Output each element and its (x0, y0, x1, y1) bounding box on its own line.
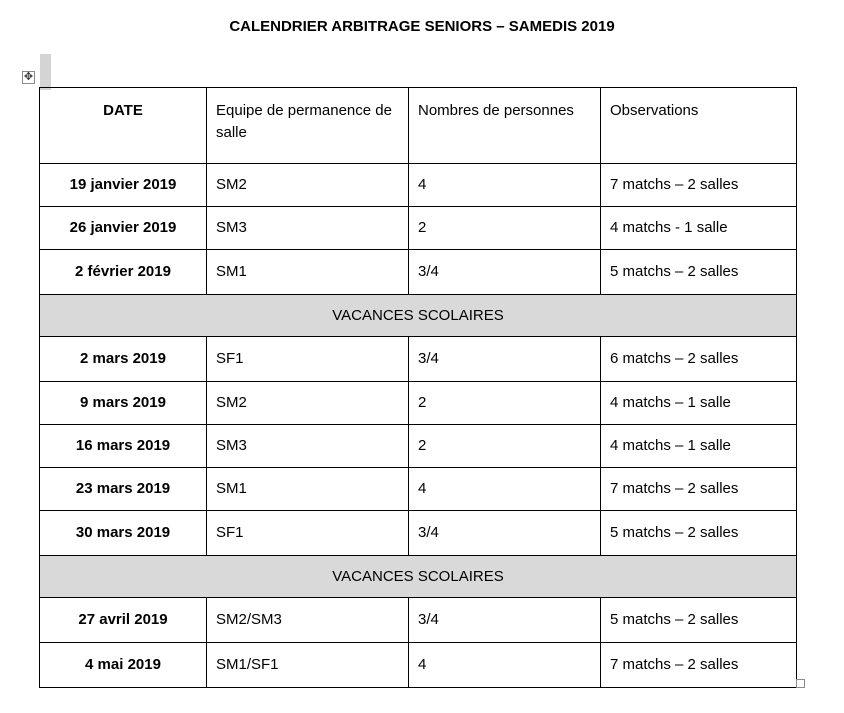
cell-date: 26 janvier 2019 (40, 207, 207, 250)
table-header-row (40, 88, 797, 164)
cell-date: 23 mars 2019 (40, 468, 207, 511)
cell-date: 4 mai 2019 (40, 643, 207, 688)
cell-observations: 4 matchs – 1 salle (601, 425, 797, 468)
cell-date: 30 mars 2019 (40, 511, 207, 556)
cell-nombre: 2 (409, 425, 601, 468)
cell-nombre: 3/4 (409, 598, 601, 643)
schedule-table (39, 87, 797, 688)
table-resize-handle-icon[interactable] (796, 679, 805, 688)
table-row (40, 207, 797, 250)
cell-date: 2 février 2019 (40, 250, 207, 295)
cell-observations: 5 matchs – 2 salles (601, 511, 797, 556)
cell-equipe: SM2/SM3 (207, 598, 409, 643)
header-observations: Observations (601, 88, 797, 164)
table-row (40, 425, 797, 468)
cell-equipe: SM1/SF1 (207, 643, 409, 688)
vacances-label: VACANCES SCOLAIRES (40, 295, 797, 337)
vacances-label: VACANCES SCOLAIRES (40, 556, 797, 598)
cell-observations: 5 matchs – 2 salles (601, 250, 797, 295)
cell-equipe: SM2 (207, 164, 409, 207)
document-title: CALENDRIER ARBITRAGE SENIORS – SAMEDIS 2019 (229, 18, 615, 35)
cell-nombre: 4 (409, 164, 601, 207)
cell-nombre: 2 (409, 382, 601, 425)
table-move-handle-icon[interactable]: ✥ (23, 71, 34, 83)
margin-marker (40, 54, 51, 90)
cell-nombre: 4 (409, 643, 601, 688)
cell-observations: 7 matchs – 2 salles (601, 164, 797, 207)
cell-observations: 6 matchs – 2 salles (601, 337, 797, 382)
table-row (40, 511, 797, 556)
table-row (40, 468, 797, 511)
cell-equipe: SM3 (207, 207, 409, 250)
table-row (40, 598, 797, 643)
table-row (40, 643, 797, 688)
cell-equipe: SM1 (207, 468, 409, 511)
cell-nombre: 3/4 (409, 511, 601, 556)
header-nombres: Nombres de personnes (409, 88, 601, 164)
cell-observations: 7 matchs – 2 salles (601, 468, 797, 511)
cell-date: 2 mars 2019 (40, 337, 207, 382)
cell-equipe: SM3 (207, 425, 409, 468)
header-date: DATE (40, 88, 207, 164)
cell-equipe: SM2 (207, 382, 409, 425)
table-row (40, 382, 797, 425)
table-row (40, 164, 797, 207)
table-row (40, 337, 797, 382)
cell-equipe: SF1 (207, 511, 409, 556)
cell-observations: 4 matchs – 1 salle (601, 382, 797, 425)
cell-nombre: 3/4 (409, 337, 601, 382)
cell-nombre: 3/4 (409, 250, 601, 295)
table-row (40, 250, 797, 295)
cell-observations: 4 matchs - 1 salle (601, 207, 797, 250)
cell-equipe: SM1 (207, 250, 409, 295)
vacances-row (40, 295, 797, 337)
cell-date: 16 mars 2019 (40, 425, 207, 468)
vacances-row (40, 556, 797, 598)
cell-date: 19 janvier 2019 (40, 164, 207, 207)
cell-observations: 7 matchs – 2 salles (601, 643, 797, 688)
cell-date: 27 avril 2019 (40, 598, 207, 643)
cell-observations: 5 matchs – 2 salles (601, 598, 797, 643)
header-equipe: Equipe de permanence de salle (207, 88, 409, 164)
cell-date: 9 mars 2019 (40, 382, 207, 425)
cell-equipe: SF1 (207, 337, 409, 382)
cell-nombre: 2 (409, 207, 601, 250)
cell-nombre: 4 (409, 468, 601, 511)
